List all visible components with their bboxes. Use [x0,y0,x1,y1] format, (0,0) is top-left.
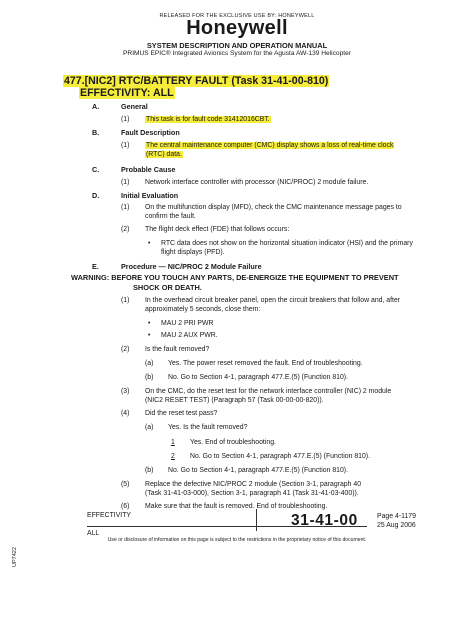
step-4a1-num: 1 [171,439,175,446]
procedure-heading: Procedure — NIC/PROC 2 Module Failure [121,262,262,271]
step-4a2-text: No. Go to Section 4-1, paragraph 477.E.(5) (Function 810). [190,453,371,460]
fault-description-letter: B. [92,128,100,137]
general-heading: General [121,102,148,111]
section-title: 477.[NIC2] RTC/BATTERY FAULT (Task 31-41-00-810) [64,75,329,87]
bullet-icon: • [148,332,151,339]
step-6-text: Make sure that the fault is removed. End of troubleshooting. [145,503,328,510]
step-4-text: Did the reset test pass? [145,410,218,417]
initial-evaluation-item-1-line-2: confirm the fault. [145,213,196,220]
general-item-text: This task is for fault code 31412016CBT. [146,116,270,123]
general-item-num: (1) [121,116,130,123]
step-4b-text: No. Go to Section 4-1, paragraph 477.E.(5) (Function 810). [168,467,349,474]
step-3-line-2: (NIC2 RESET TEST) (Paragraph 57 (Task 00-00-00-820)). [145,397,324,404]
probable-cause-heading: Probable Cause [121,165,176,174]
fault-description-heading: Fault Description [121,128,180,137]
footer-divider-tick [256,509,257,531]
step-1-line-1: In the overhead circuit breaker panel, open the circuit breakers that follow and, after [145,297,401,304]
bullet-icon: • [148,240,151,247]
fault-description-line-2: (RTC) data. [146,151,182,158]
bullet-icon: • [148,320,151,327]
probable-cause-item-text: Network interface controller with processor (NIC/PROC) 2 module failure. [145,179,369,186]
probable-cause-item-num: (1) [121,179,130,186]
step-1-line-2: approximately 5 seconds, close them: [145,306,261,313]
step-6-num: (6) [121,503,130,510]
page-number: Page 4-1179 [377,513,416,520]
initial-evaluation-item-1-num: (1) [121,204,130,211]
warning-line-1: WARNING: BEFORE YOU TOUCH ANY PARTS, DE-ENERGIZE THE EQUIPMENT TO PREVENT [71,273,399,282]
proprietary-notice: Use or disclosure of information on this page is subject to the restrictions in the proprietary notice of this document. [107,537,367,543]
procedure-letter: E. [92,262,99,271]
step-5-line-2: (Task 31-41-03-000), Section 3-1, paragraph 41 (Task 31-41-03-400)). [145,490,359,497]
step-5-line-1: Replace the defective NIC/PROC 2 module (Section 3-1, paragraph 40 [145,481,362,488]
release-notice: RELEASED FOR THE EXCLUSIVE USE BY: HONEYWELL [159,13,315,19]
honeywell-logo: Honeywell [186,17,288,39]
revision-date: 25 Aug 2006 [377,522,416,529]
step-2b-text: No. Go to Section 4-1, paragraph 477.E.(5) (Function 810). [168,374,349,381]
step-4a1-text: Yes. End of troubleshooting. [190,439,276,446]
manual-title: SYSTEM DESCRIPTION AND OPERATION MANUAL [146,41,328,50]
effectivity-value: ALL [87,530,100,537]
warning-line-2: SHOCK OR DEATH. [133,283,202,292]
initial-evaluation-item-2-text: The flight deck effect (FDE) that follows occurs: [145,226,290,233]
step-2-text: Is the fault removed? [145,346,210,353]
step-1-num: (1) [121,297,130,304]
step-4a-text: Yes. Is the fault removed? [168,424,248,431]
initial-evaluation-letter: D. [92,191,100,200]
step-2b-num: (b) [145,374,154,381]
probable-cause-letter: C. [92,165,100,174]
step-4b-num: (b) [145,467,154,474]
step-5-num: (5) [121,481,130,488]
initial-evaluation-bullet-line-1: RTC data does not show on the horizontal situation indicator (HSI) and the primary [161,240,413,247]
step-2a-text: Yes. The power reset removed the fault. End of troubleshooting. [168,360,363,367]
system-name: PRIMUS EPIC® Integrated Avionics System for the Agusta AW-139 Helicopter [123,50,351,57]
initial-evaluation-bullet-line-2: flight displays (PFD). [161,249,225,256]
step-4-num: (4) [121,410,130,417]
step-2a-num: (a) [145,360,154,367]
section-effectivity: EFFECTIVITY: ALL [80,87,174,99]
fault-description-item-num: (1) [121,142,130,149]
general-letter: A. [92,102,100,111]
step-4a-num: (a) [145,424,154,431]
breaker-item-1: MAU 2 PRI PWR [161,320,214,327]
breaker-item-2: MAU 2 AUX PWR. [161,332,218,339]
chapter-number: 31-41-00 [291,512,358,529]
step-4a2-num: 2 [171,453,175,460]
step-3-num: (3) [121,388,130,395]
initial-evaluation-item-2-num: (2) [121,226,130,233]
side-code: UP7422 [12,547,18,567]
fault-description-line-1: The central maintenance computer (CMC) display shows a loss of real-time clock [146,142,394,149]
initial-evaluation-item-1-line-1: On the multifunction display (MFD), check the CMC maintenance message pages to [145,204,402,211]
step-3-line-1: On the CMC, do the reset test for the network interface controller (NIC) 2 module [145,388,392,395]
step-2-num: (2) [121,346,130,353]
initial-evaluation-heading: Initial Evaluation [121,191,179,200]
effectivity-label: EFFECTIVITY [87,512,132,519]
